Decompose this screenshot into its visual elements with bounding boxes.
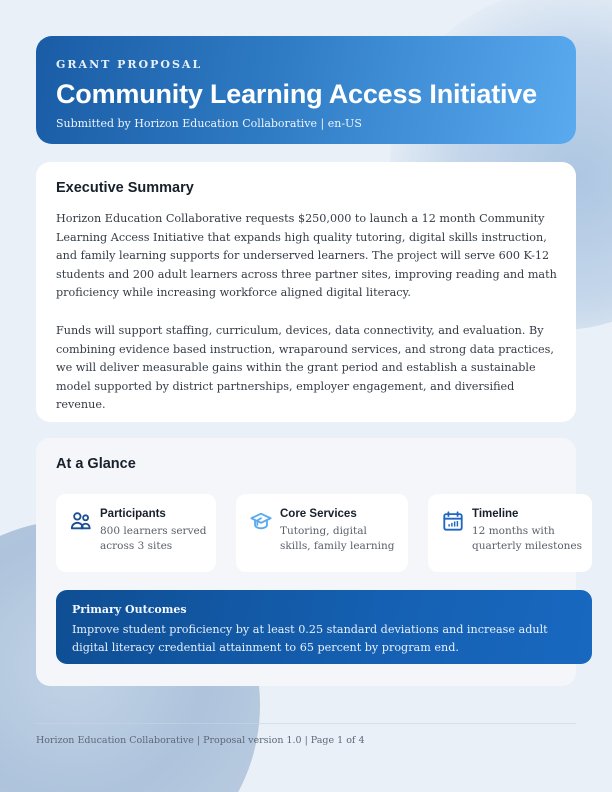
- tile-description: 12 months with quarterly milestones: [472, 525, 583, 552]
- summary-paragraph: Horizon Education Collaborative requests $250,000 to launch a 12 month Community Learning Access Initiative that expands high quality tutoring, digital skills instruction, and family learning supports for underserved learners. The project will serve 600 K-12 students and 200 adult learners across three partner sites, improving reading and math proficiency while increasing workforce aligned digital literacy.: [56, 212, 557, 300]
- section-heading: Executive Summary: [56, 180, 194, 196]
- section-heading: At a Glance: [56, 456, 136, 472]
- tile-title: Participants: [100, 508, 166, 520]
- glance-tiles: [56, 494, 596, 572]
- footer-divider: [36, 723, 576, 724]
- outcomes-title: Primary Outcomes: [72, 603, 187, 616]
- outcomes-text: Improve student proficiency by at least 0.25 standard deviations and increase adult digital literacy credential attainment to 65 percent by program end.: [72, 623, 548, 654]
- submitted-by: Submitted by Horizon Education Collaborative | en-US: [56, 117, 362, 130]
- tile-description: 800 learners served across 3 sites: [100, 525, 207, 552]
- people-icon: [70, 510, 92, 532]
- calendar-icon: [442, 510, 464, 532]
- tile-participants: [56, 494, 216, 572]
- page-title: Community Learning Access Initiative: [56, 79, 537, 109]
- document-type-label: GRANT PROPOSAL: [56, 58, 203, 71]
- primary-outcomes-callout: [56, 590, 592, 664]
- tile-core-services: [236, 494, 408, 572]
- page-footer: Horizon Education Collaborative | Proposal version 1.0 | Page 1 of 4: [36, 735, 365, 746]
- summary-paragraph: Funds will support staffing, curriculum, devices, data connectivity, and evaluation. By combining evidence based instruction, wraparound services, and strong data practices, we will deliver measurable gains within the grant period and establish a sustainable model supported by district partnerships, employer engagement, and diversified revenue.: [56, 323, 554, 412]
- header-banner: [36, 36, 576, 144]
- tile-timeline: [428, 494, 592, 572]
- tile-title: Core Services: [280, 508, 357, 520]
- graduation-cap-icon: [250, 510, 272, 532]
- tile-description: Tutoring, digital skills, family learning: [280, 525, 395, 552]
- tile-title: Timeline: [472, 508, 519, 520]
- at-a-glance-section: [36, 438, 583, 686]
- executive-summary-section: [36, 162, 576, 422]
